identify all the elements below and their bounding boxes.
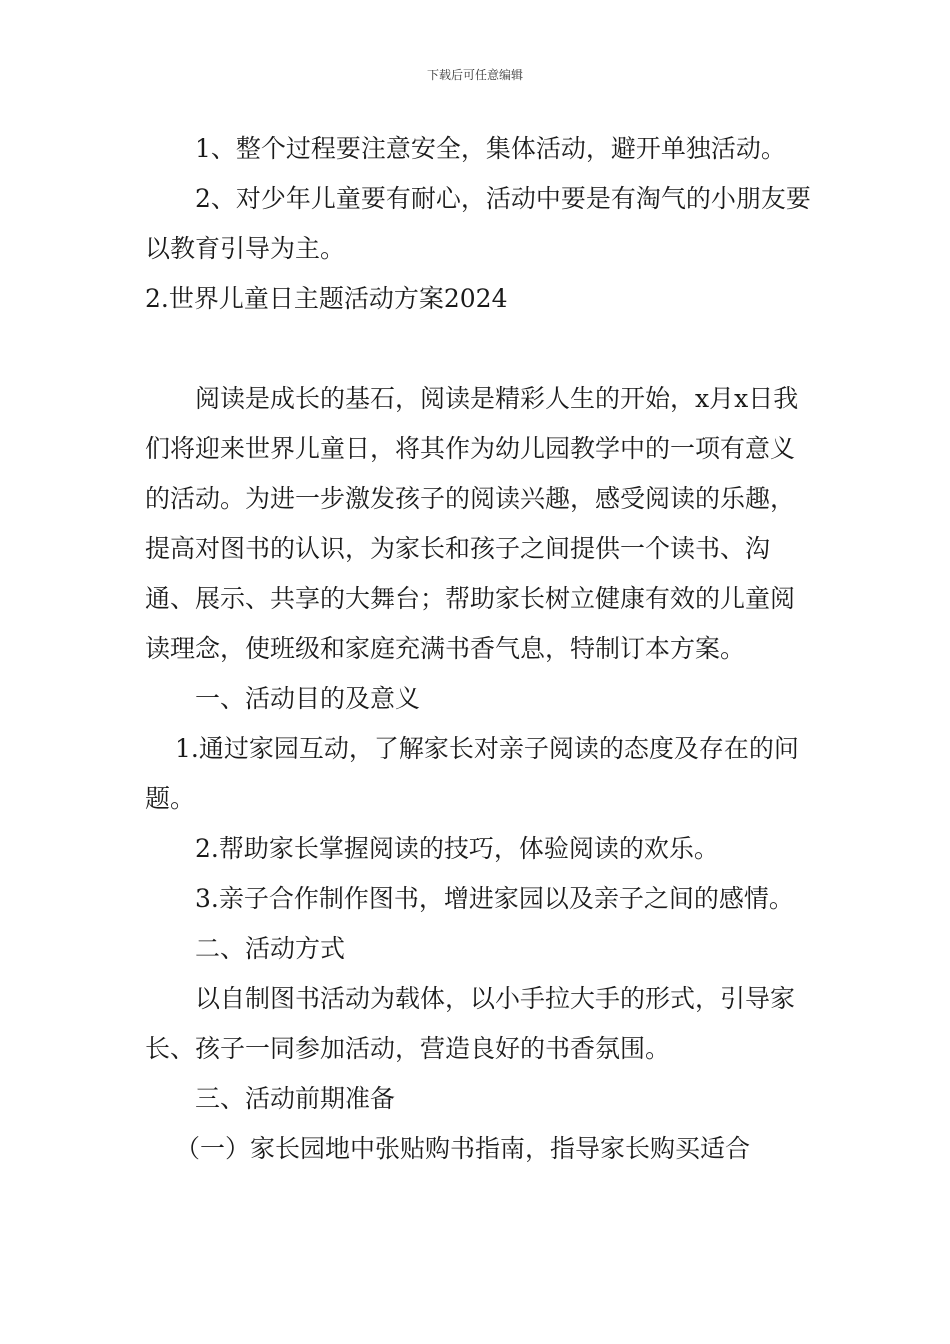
list-item-3: 3.亲子合作制作图书，增进家园以及亲子之间的感情。 [195, 884, 794, 913]
heading-preparation: 三、活动前期准备 [195, 1084, 396, 1113]
paragraph-method: 以自制图书活动为载体，以小手拉大手的形式，引导家长、孩子一同参加活动，营造良好的书香氛围。 [145, 984, 796, 1063]
page-header: 下载后可任意编辑 [426, 68, 523, 82]
paragraph-safety: 1、整个过程要注意安全，集体活动，避开单独活动。 [195, 134, 786, 163]
paragraph-intro: 阅读是成长的基石，阅读是精彩人生的开始，x月x日我们将迎来世界儿童日，将其作为幼儿园教学中的一项有意义的活动。为进一步激发孩子的阅读兴趣，感受阅读的乐趣，提高对图书的认识，为家长和孩子之间提供一个读书、沟通、展示、共享的大舞台；帮助家长树立健康有效的儿童阅读理念，使班级和家庭充满书香气息，特制订本方案。 [145, 384, 799, 663]
paragraph-patience: 2、对少年儿童要有耐心，活动中要是有淘气的小朋友要以教育引导为主。 [145, 184, 811, 263]
paragraph-preparation: （一）家长园地中张贴购书指南，指导家长购买适合 [175, 1134, 751, 1163]
heading-purpose: 一、活动目的及意义 [195, 684, 421, 713]
list-item-2: 2.帮助家长掌握阅读的技巧，体验阅读的欢乐。 [195, 834, 719, 863]
section-title: 2.世界儿童日主题活动方案2024 [145, 284, 508, 313]
document-body [145, 124, 811, 1174]
list-item-1: 1.通过家园互动，了解家长对亲子阅读的态度及存在的问题。 [145, 734, 799, 813]
blank-line [145, 324, 811, 374]
heading-method: 二、活动方式 [195, 934, 346, 963]
